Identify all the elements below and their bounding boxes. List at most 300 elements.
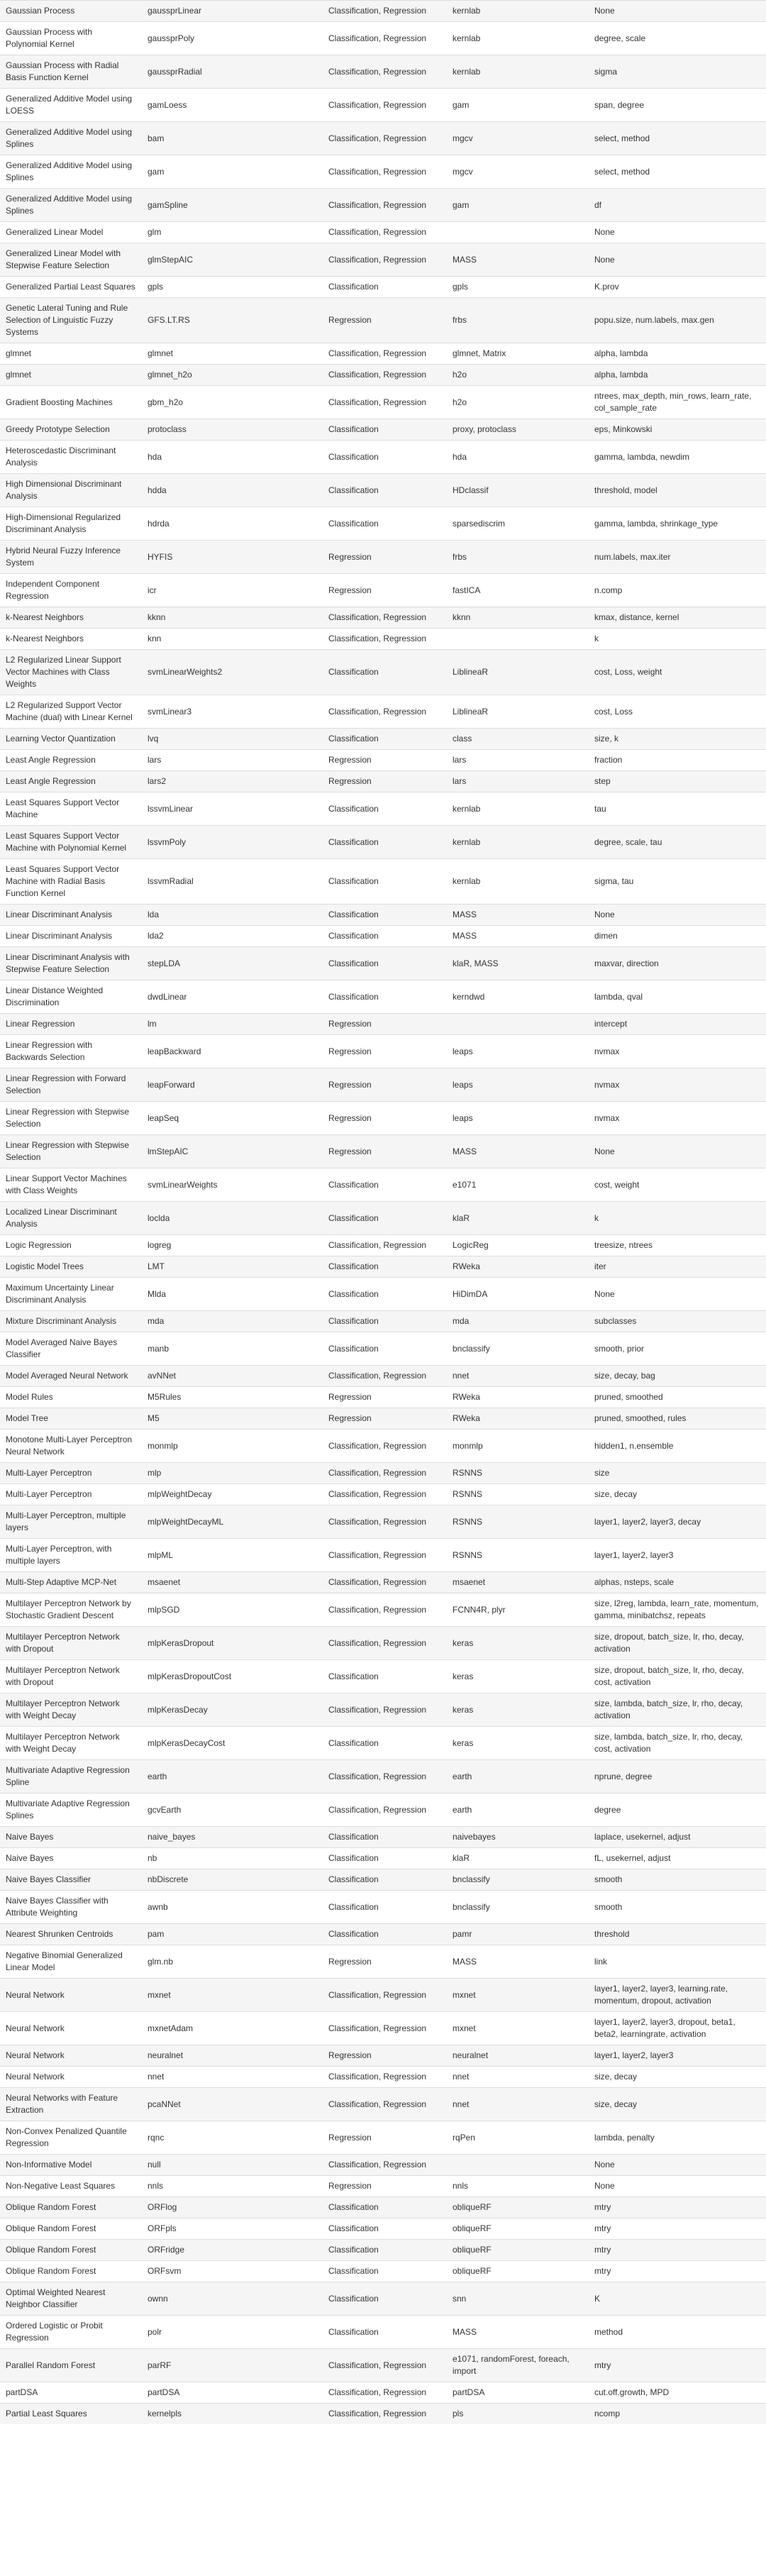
tuning-parameters-cell: link — [589, 1945, 766, 1979]
tuning-parameters-cell: layer1, layer2, layer3, learning.rate, momentum, dropout, activation — [589, 1979, 766, 2012]
model-name-cell: partDSA — [0, 2382, 142, 2404]
type-cell: Classification — [323, 859, 447, 905]
model-name-cell: Least Squares Support Vector Machine — [0, 792, 142, 826]
model-name-cell: Multi-Layer Perceptron — [0, 1484, 142, 1505]
type-cell: Classification — [323, 2218, 447, 2240]
table-row — [0, 1793, 766, 1827]
type-cell: Classification — [323, 1202, 447, 1235]
model-name-cell: Nearest Shrunken Centroids — [0, 1924, 142, 1945]
model-name-cell: Multivariate Adaptive Regression Splines — [0, 1793, 142, 1827]
type-cell: Regression — [323, 1387, 447, 1408]
type-cell: Classification, Regression — [323, 607, 447, 629]
packages-cell: nnls — [447, 2176, 589, 2197]
packages-cell: keras — [447, 1660, 589, 1693]
packages-cell: klaR — [447, 1202, 589, 1235]
packages-cell: glmnet, Matrix — [447, 343, 589, 365]
tuning-parameters-cell: layer1, layer2, layer3 — [589, 2045, 766, 2067]
model-name-cell: Linear Regression with Backwards Selection — [0, 1035, 142, 1068]
tuning-parameters-cell: None — [589, 1, 766, 22]
packages-cell: keras — [447, 1693, 589, 1727]
tuning-parameters-cell: step — [589, 771, 766, 792]
method-value-cell: partDSA — [142, 2382, 323, 2404]
type-cell: Classification, Regression — [323, 1572, 447, 1593]
method-value-cell: gaussprLinear — [142, 1, 323, 22]
type-cell: Classification — [323, 980, 447, 1014]
packages-cell: kerndwd — [447, 980, 589, 1014]
model-name-cell: Linear Discriminant Analysis with Stepwise Feature Selection — [0, 947, 142, 980]
type-cell: Classification, Regression — [323, 1, 447, 22]
packages-cell: RWeka — [447, 1387, 589, 1408]
table-row — [0, 859, 766, 905]
model-name-cell: Neural Network — [0, 1979, 142, 2012]
packages-cell: e1071, randomForest, foreach, import — [447, 2349, 589, 2382]
type-cell: Classification — [323, 1827, 447, 1848]
model-name-cell: Maximum Uncertainty Linear Discriminant Analysis — [0, 1278, 142, 1311]
tuning-parameters-cell: smooth, prior — [589, 1332, 766, 1366]
method-value-cell: hdda — [142, 474, 323, 507]
model-name-cell: Generalized Additive Model using Splines — [0, 122, 142, 155]
model-name-cell: Independent Component Regression — [0, 574, 142, 607]
type-cell: Classification — [323, 1168, 447, 1202]
model-name-cell: k-Nearest Neighbors — [0, 607, 142, 629]
method-value-cell: mlpKerasDropoutCost — [142, 1660, 323, 1693]
method-value-cell: dwdLinear — [142, 980, 323, 1014]
tuning-parameters-cell: intercept — [589, 1014, 766, 1035]
type-cell: Classification, Regression — [323, 365, 447, 386]
model-name-cell: Mixture Discriminant Analysis — [0, 1311, 142, 1332]
type-cell: Regression — [323, 2121, 447, 2155]
table-row — [0, 1827, 766, 1848]
packages-cell: RSNNS — [447, 1484, 589, 1505]
method-value-cell: neuralnet — [142, 2045, 323, 2067]
type-cell: Classification, Regression — [323, 2012, 447, 2045]
tuning-parameters-cell: size, dropout, batch_size, lr, rho, decay, cost, activation — [589, 1660, 766, 1693]
tuning-parameters-cell: None — [589, 1135, 766, 1168]
method-value-cell: mlpKerasDecay — [142, 1693, 323, 1727]
model-name-cell: Greedy Prototype Selection — [0, 419, 142, 441]
packages-cell: RSNNS — [447, 1505, 589, 1539]
table-row — [0, 629, 766, 650]
table-row — [0, 189, 766, 222]
packages-cell: RSNNS — [447, 1539, 589, 1572]
type-cell: Classification — [323, 1891, 447, 1924]
tuning-parameters-cell: lambda, qval — [589, 980, 766, 1014]
type-cell: Classification — [323, 2240, 447, 2261]
method-value-cell: msaenet — [142, 1572, 323, 1593]
packages-cell: RWeka — [447, 1408, 589, 1430]
method-value-cell: glm — [142, 222, 323, 243]
type-cell: Classification, Regression — [323, 1627, 447, 1660]
table-row — [0, 1014, 766, 1035]
model-name-cell: L2 Regularized Linear Support Vector Machines with Class Weights — [0, 650, 142, 695]
method-value-cell: lm — [142, 1014, 323, 1035]
tuning-parameters-cell: sigma — [589, 55, 766, 89]
method-value-cell: protoclass — [142, 419, 323, 441]
model-name-cell: Linear Regression with Stepwise Selection — [0, 1102, 142, 1135]
table-row — [0, 222, 766, 243]
packages-cell: leaps — [447, 1035, 589, 1068]
tuning-parameters-cell: sigma, tau — [589, 859, 766, 905]
method-value-cell: hdrda — [142, 507, 323, 541]
model-name-cell: Heteroscedastic Discriminant Analysis — [0, 441, 142, 474]
type-cell: Classification — [323, 905, 447, 926]
type-cell: Classification, Regression — [323, 1593, 447, 1627]
method-value-cell: bam — [142, 122, 323, 155]
packages-cell: mgcv — [447, 155, 589, 189]
tuning-parameters-cell: K — [589, 2282, 766, 2316]
type-cell: Classification, Regression — [323, 2382, 447, 2404]
table-row — [0, 826, 766, 859]
packages-cell: keras — [447, 1727, 589, 1760]
method-value-cell: stepLDA — [142, 947, 323, 980]
table-row — [0, 1256, 766, 1278]
table-row — [0, 2012, 766, 2045]
table-row — [0, 1693, 766, 1727]
model-name-cell: High Dimensional Discriminant Analysis — [0, 474, 142, 507]
type-cell: Classification, Regression — [323, 695, 447, 729]
packages-cell: sparsediscrim — [447, 507, 589, 541]
packages-cell: proxy, protoclass — [447, 419, 589, 441]
table-row — [0, 1539, 766, 1572]
packages-cell — [447, 629, 589, 650]
method-value-cell: monmlp — [142, 1430, 323, 1463]
method-value-cell: avNNet — [142, 1366, 323, 1387]
packages-cell: bnclassify — [447, 1332, 589, 1366]
method-value-cell: leapSeq — [142, 1102, 323, 1135]
method-value-cell: lssvmRadial — [142, 859, 323, 905]
type-cell: Classification, Regression — [323, 1505, 447, 1539]
type-cell: Classification, Regression — [323, 2067, 447, 2088]
method-value-cell: naive_bayes — [142, 1827, 323, 1848]
model-name-cell: Generalized Linear Model with Stepwise Feature Selection — [0, 243, 142, 277]
type-cell: Classification, Regression — [323, 89, 447, 122]
method-value-cell: lda — [142, 905, 323, 926]
table-row — [0, 1484, 766, 1505]
tuning-parameters-cell: fraction — [589, 750, 766, 771]
packages-cell: RWeka — [447, 1256, 589, 1278]
table-row — [0, 574, 766, 607]
method-value-cell: awnb — [142, 1891, 323, 1924]
model-name-cell: High-Dimensional Regularized Discriminant Analysis — [0, 507, 142, 541]
model-name-cell: Naive Bayes — [0, 1827, 142, 1848]
table-row — [0, 507, 766, 541]
model-name-cell: Multi-Layer Perceptron — [0, 1463, 142, 1484]
tuning-parameters-cell: maxvar, direction — [589, 947, 766, 980]
model-name-cell: Logic Regression — [0, 1235, 142, 1256]
model-name-cell: Logistic Model Trees — [0, 1256, 142, 1278]
type-cell: Classification — [323, 474, 447, 507]
tuning-parameters-cell: K.prov — [589, 277, 766, 298]
method-value-cell: lssvmPoly — [142, 826, 323, 859]
packages-cell: LiblineaR — [447, 650, 589, 695]
method-value-cell: loclda — [142, 1202, 323, 1235]
type-cell: Classification, Regression — [323, 189, 447, 222]
packages-cell — [447, 1014, 589, 1035]
model-name-cell: Naive Bayes Classifier — [0, 1869, 142, 1891]
table-row — [0, 441, 766, 474]
tuning-parameters-cell: select, method — [589, 155, 766, 189]
model-name-cell: Multilayer Perceptron Network by Stochastic Gradient Descent — [0, 1593, 142, 1627]
model-name-cell: Linear Distance Weighted Discrimination — [0, 980, 142, 1014]
tuning-parameters-cell: nvmax — [589, 1068, 766, 1102]
table-row — [0, 1924, 766, 1945]
model-name-cell: Generalized Linear Model — [0, 222, 142, 243]
method-value-cell: mlpKerasDecayCost — [142, 1727, 323, 1760]
model-name-cell: Generalized Additive Model using Splines — [0, 155, 142, 189]
tuning-parameters-cell: pruned, smoothed — [589, 1387, 766, 1408]
packages-cell: frbs — [447, 298, 589, 343]
method-value-cell: nbDiscrete — [142, 1869, 323, 1891]
method-value-cell: mxnet — [142, 1979, 323, 2012]
tuning-parameters-cell: eps, Minkowski — [589, 419, 766, 441]
packages-cell: kknn — [447, 607, 589, 629]
method-value-cell: GFS.LT.RS — [142, 298, 323, 343]
model-name-cell: Hybrid Neural Fuzzy Inference System — [0, 541, 142, 574]
type-cell: Classification, Regression — [323, 2404, 447, 2425]
tuning-parameters-cell: gamma, lambda, shrinkage_type — [589, 507, 766, 541]
type-cell: Classification, Regression — [323, 386, 447, 419]
tuning-parameters-cell: cost, Loss — [589, 695, 766, 729]
packages-cell: nnet — [447, 2067, 589, 2088]
method-value-cell: M5 — [142, 1408, 323, 1430]
model-name-cell: Gaussian Process — [0, 1, 142, 22]
packages-cell: nnet — [447, 1366, 589, 1387]
model-name-cell: k-Nearest Neighbors — [0, 629, 142, 650]
method-value-cell: mlpML — [142, 1539, 323, 1572]
table-row — [0, 750, 766, 771]
packages-cell: kernlab — [447, 792, 589, 826]
model-name-cell: Oblique Random Forest — [0, 2261, 142, 2282]
model-name-cell: Multilayer Perceptron Network with Weight Decay — [0, 1693, 142, 1727]
method-value-cell: lvq — [142, 729, 323, 750]
type-cell: Classification, Regression — [323, 155, 447, 189]
table-row — [0, 1387, 766, 1408]
packages-cell: bnclassify — [447, 1869, 589, 1891]
table-row — [0, 1311, 766, 1332]
table-row — [0, 365, 766, 386]
tuning-parameters-cell: treesize, ntrees — [589, 1235, 766, 1256]
table-row — [0, 1408, 766, 1430]
model-name-cell: Parallel Random Forest — [0, 2349, 142, 2382]
model-name-cell: Ordered Logistic or Probit Regression — [0, 2316, 142, 2349]
method-value-cell: polr — [142, 2316, 323, 2349]
type-cell: Classification — [323, 2316, 447, 2349]
model-name-cell: Negative Binomial Generalized Linear Model — [0, 1945, 142, 1979]
model-name-cell: Least Squares Support Vector Machine with Polynomial Kernel — [0, 826, 142, 859]
packages-cell: klaR, MASS — [447, 947, 589, 980]
tuning-parameters-cell: size, decay — [589, 2067, 766, 2088]
method-value-cell: gpls — [142, 277, 323, 298]
model-name-cell: Generalized Partial Least Squares — [0, 277, 142, 298]
model-name-cell: Least Angle Regression — [0, 750, 142, 771]
method-value-cell: mlpKerasDropout — [142, 1627, 323, 1660]
table-row — [0, 1572, 766, 1593]
table-row — [0, 1430, 766, 1463]
table-row — [0, 277, 766, 298]
table-row — [0, 2382, 766, 2404]
type-cell: Classification, Regression — [323, 222, 447, 243]
table-row — [0, 243, 766, 277]
tuning-parameters-cell: size, l2reg, lambda, learn_rate, momentum, gamma, minibatchsz, repeats — [589, 1593, 766, 1627]
table-row — [0, 2316, 766, 2349]
tuning-parameters-cell: threshold — [589, 1924, 766, 1945]
tuning-parameters-cell: smooth — [589, 1891, 766, 1924]
table-row — [0, 1463, 766, 1484]
model-name-cell: Linear Discriminant Analysis — [0, 905, 142, 926]
method-value-cell: M5Rules — [142, 1387, 323, 1408]
type-cell: Regression — [323, 1068, 447, 1102]
table-row — [0, 1278, 766, 1311]
packages-cell: pls — [447, 2404, 589, 2425]
model-name-cell: Multi-Layer Perceptron, with multiple layers — [0, 1539, 142, 1572]
packages-cell: pamr — [447, 1924, 589, 1945]
type-cell: Classification — [323, 2197, 447, 2218]
packages-cell: lars — [447, 771, 589, 792]
packages-cell: HiDimDA — [447, 1278, 589, 1311]
method-value-cell: Mlda — [142, 1278, 323, 1311]
method-value-cell: kernelpls — [142, 2404, 323, 2425]
packages-cell: obliqueRF — [447, 2197, 589, 2218]
model-name-cell: Monotone Multi-Layer Perceptron Neural Network — [0, 1430, 142, 1463]
packages-cell: mxnet — [447, 2012, 589, 2045]
table-row — [0, 1760, 766, 1793]
packages-cell: HDclassif — [447, 474, 589, 507]
table-row — [0, 1727, 766, 1760]
packages-cell: e1071 — [447, 1168, 589, 1202]
tuning-parameters-cell: layer1, layer2, layer3 — [589, 1539, 766, 1572]
model-name-cell: Multilayer Perceptron Network with Dropout — [0, 1627, 142, 1660]
model-name-cell: Neural Network — [0, 2012, 142, 2045]
packages-cell: class — [447, 729, 589, 750]
tuning-parameters-cell: alpha, lambda — [589, 365, 766, 386]
tuning-parameters-cell: None — [589, 905, 766, 926]
tuning-parameters-cell: df — [589, 189, 766, 222]
table-row — [0, 1869, 766, 1891]
tuning-parameters-cell: size — [589, 1463, 766, 1484]
method-value-cell: manb — [142, 1332, 323, 1366]
tuning-parameters-cell: None — [589, 2176, 766, 2197]
packages-cell: MASS — [447, 905, 589, 926]
table-row — [0, 2282, 766, 2316]
model-name-cell: Model Tree — [0, 1408, 142, 1430]
table-row — [0, 2197, 766, 2218]
type-cell: Regression — [323, 1408, 447, 1430]
method-value-cell: glmnet — [142, 343, 323, 365]
method-value-cell: pcaNNet — [142, 2088, 323, 2121]
table-row — [0, 2261, 766, 2282]
type-cell: Classification, Regression — [323, 1366, 447, 1387]
model-name-cell: Optimal Weighted Nearest Neighbor Classifier — [0, 2282, 142, 2316]
method-value-cell: glm.nb — [142, 1945, 323, 1979]
table-row — [0, 386, 766, 419]
tuning-parameters-cell: size, decay — [589, 2088, 766, 2121]
tuning-parameters-cell: threshold, model — [589, 474, 766, 507]
type-cell: Classification — [323, 1848, 447, 1869]
tuning-parameters-cell: size, decay, bag — [589, 1366, 766, 1387]
type-cell: Classification — [323, 1256, 447, 1278]
tuning-parameters-cell: k — [589, 1202, 766, 1235]
type-cell: Regression — [323, 1945, 447, 1979]
method-value-cell: glmStepAIC — [142, 243, 323, 277]
packages-cell: rqPen — [447, 2121, 589, 2155]
method-value-cell: kknn — [142, 607, 323, 629]
packages-cell: obliqueRF — [447, 2261, 589, 2282]
table-row — [0, 980, 766, 1014]
packages-cell: naivebayes — [447, 1827, 589, 1848]
type-cell: Classification — [323, 826, 447, 859]
model-name-cell: Linear Discriminant Analysis — [0, 926, 142, 947]
table-row — [0, 1332, 766, 1366]
model-name-cell: Partial Least Squares — [0, 2404, 142, 2425]
packages-cell: MASS — [447, 926, 589, 947]
tuning-parameters-cell: laplace, usekernel, adjust — [589, 1827, 766, 1848]
model-name-cell: glmnet — [0, 343, 142, 365]
table-row — [0, 2176, 766, 2197]
type-cell: Regression — [323, 1135, 447, 1168]
type-cell: Classification — [323, 507, 447, 541]
table-row — [0, 947, 766, 980]
table-row — [0, 122, 766, 155]
model-name-cell: L2 Regularized Support Vector Machine (dual) with Linear Kernel — [0, 695, 142, 729]
table-row — [0, 1, 766, 22]
packages-cell: RSNNS — [447, 1463, 589, 1484]
packages-cell: obliqueRF — [447, 2218, 589, 2240]
method-value-cell: mlpWeightDecay — [142, 1484, 323, 1505]
type-cell: Classification — [323, 2261, 447, 2282]
method-value-cell: gaussprRadial — [142, 55, 323, 89]
model-name-cell: Oblique Random Forest — [0, 2197, 142, 2218]
type-cell: Classification — [323, 729, 447, 750]
table-row — [0, 1202, 766, 1235]
tuning-parameters-cell: kmax, distance, kernel — [589, 607, 766, 629]
type-cell: Classification, Regression — [323, 122, 447, 155]
model-name-cell: Non-Negative Least Squares — [0, 2176, 142, 2197]
packages-cell: nnet — [447, 2088, 589, 2121]
method-value-cell: gaussprPoly — [142, 22, 323, 55]
table-row — [0, 343, 766, 365]
model-name-cell: Neural Network — [0, 2045, 142, 2067]
type-cell: Classification, Regression — [323, 1430, 447, 1463]
model-name-cell: Generalized Additive Model using LOESS — [0, 89, 142, 122]
model-name-cell: Multilayer Perceptron Network with Dropout — [0, 1660, 142, 1693]
table-row — [0, 89, 766, 122]
tuning-parameters-cell: None — [589, 2155, 766, 2176]
type-cell: Classification, Regression — [323, 55, 447, 89]
type-cell: Classification, Regression — [323, 1235, 447, 1256]
type-cell: Classification, Regression — [323, 1693, 447, 1727]
model-name-cell: Multivariate Adaptive Regression Spline — [0, 1760, 142, 1793]
tuning-parameters-cell: mtry — [589, 2240, 766, 2261]
type-cell: Classification — [323, 1311, 447, 1332]
table-row — [0, 1035, 766, 1068]
type-cell: Classification, Regression — [323, 1463, 447, 1484]
method-value-cell: gbm_h2o — [142, 386, 323, 419]
type-cell: Classification — [323, 1660, 447, 1693]
model-name-cell: Least Angle Regression — [0, 771, 142, 792]
packages-cell — [447, 222, 589, 243]
method-value-cell: icr — [142, 574, 323, 607]
type-cell: Regression — [323, 1014, 447, 1035]
tuning-parameters-cell: ntrees, max_depth, min_rows, learn_rate, col_sample_rate — [589, 386, 766, 419]
tuning-parameters-cell: nvmax — [589, 1035, 766, 1068]
tuning-parameters-cell: degree — [589, 1793, 766, 1827]
type-cell: Classification, Regression — [323, 2088, 447, 2121]
method-value-cell: gamSpline — [142, 189, 323, 222]
method-value-cell: nnet — [142, 2067, 323, 2088]
model-name-cell: Linear Support Vector Machines with Class Weights — [0, 1168, 142, 1202]
type-cell: Classification, Regression — [323, 2349, 447, 2382]
method-value-cell: LMT — [142, 1256, 323, 1278]
